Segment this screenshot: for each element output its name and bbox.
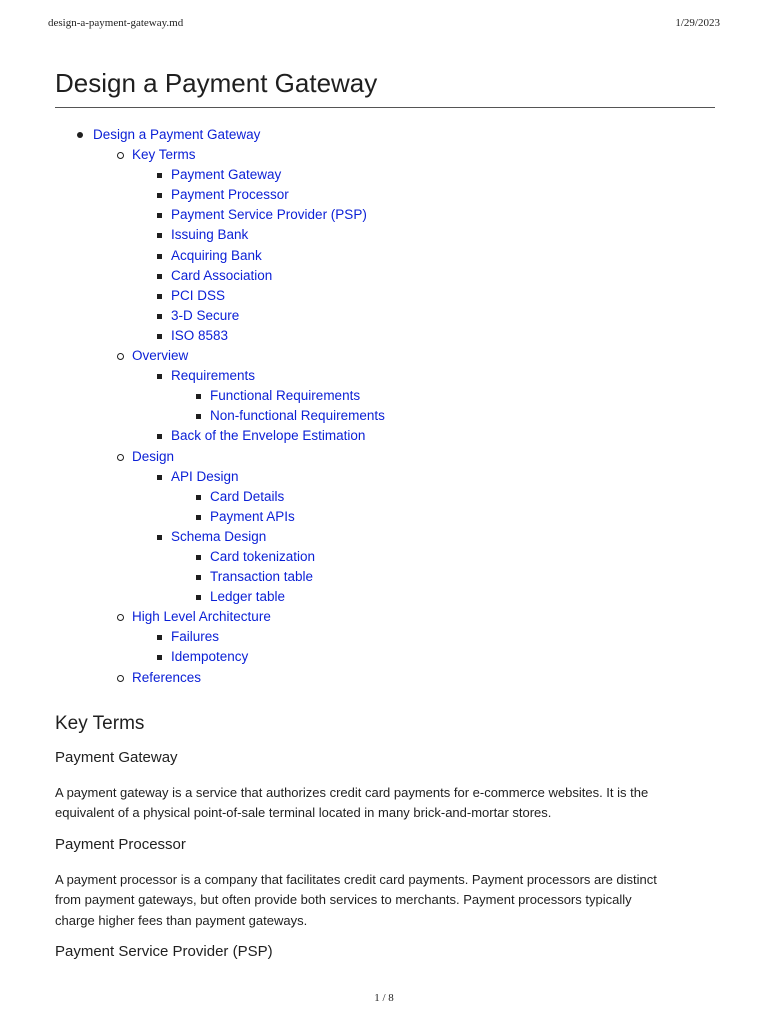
file-name: design-a-payment-gateway.md	[48, 17, 184, 29]
print-header	[48, 17, 720, 29]
toc-link[interactable]: Payment Service Provider (PSP)	[171, 207, 367, 223]
toc-link[interactable]: References	[132, 669, 202, 685]
toc-link[interactable]: ISO 8583	[171, 327, 229, 343]
toc-item	[55, 668, 715, 688]
toc-item	[55, 406, 715, 426]
toc-link[interactable]: Card Details	[210, 488, 285, 504]
toc-item	[55, 527, 715, 547]
toc-link[interactable]: Design	[132, 448, 175, 464]
toc-item	[55, 507, 715, 527]
toc-link[interactable]: Overview	[132, 348, 189, 364]
toc-item	[55, 125, 715, 145]
toc-link[interactable]: Transaction table	[210, 569, 314, 585]
toc-link[interactable]: Non-functional Requirements	[210, 408, 385, 424]
toc-link[interactable]: Requirements	[171, 368, 256, 384]
bullet-icon	[117, 454, 124, 461]
toc-link[interactable]: Idempotency	[171, 649, 249, 665]
bullet-icon	[196, 575, 201, 580]
toc-item	[55, 487, 715, 507]
bullet-icon	[196, 495, 201, 500]
toc-item	[55, 366, 715, 386]
bullet-icon	[196, 414, 201, 419]
toc-item	[55, 306, 715, 326]
bullet-icon	[196, 515, 201, 520]
toc-link[interactable]: Design a Payment Gateway	[93, 127, 261, 142]
toc-item	[55, 286, 715, 306]
toc-item	[55, 647, 715, 667]
toc-item	[55, 467, 715, 487]
bullet-icon	[77, 132, 83, 138]
paragraph-line: from payment gateways, but often provide both services to merchants. Payment processors typically	[55, 892, 632, 908]
document-content	[55, 66, 715, 963]
toc-link[interactable]: Acquiring Bank	[171, 247, 262, 263]
subsection-paragraph	[55, 783, 715, 824]
key-terms-section	[55, 711, 715, 964]
toc-item	[55, 627, 715, 647]
bullet-icon	[157, 535, 162, 540]
paragraph-line: charge higher fees than payment gateways.	[55, 912, 308, 928]
toc-item	[55, 165, 715, 185]
toc-link[interactable]: Card tokenization	[210, 548, 316, 564]
bullet-icon	[196, 555, 201, 560]
subsection-paragraph	[55, 870, 715, 932]
bullet-icon	[117, 614, 124, 621]
bullet-icon	[117, 353, 124, 360]
subsection-heading: Payment Gateway	[55, 748, 178, 766]
bullet-icon	[117, 675, 124, 682]
print-date: 1/29/2023	[675, 17, 720, 29]
subsection-heading: Payment Service Provider (PSP)	[55, 943, 273, 961]
toc-item	[55, 607, 715, 627]
bullet-icon	[157, 314, 162, 319]
toc-link[interactable]: Ledger table	[210, 589, 286, 605]
bullet-icon	[157, 334, 162, 339]
bullet-icon	[117, 152, 124, 159]
toc-item	[55, 547, 715, 567]
toc-item	[55, 386, 715, 406]
bullet-icon	[157, 213, 162, 218]
toc-link[interactable]: Payment Gateway	[171, 167, 282, 183]
toc-link[interactable]: API Design	[171, 468, 239, 484]
toc-list	[55, 125, 715, 688]
bullet-icon	[157, 374, 162, 379]
paragraph-line: equivalent of a physical point-of-sale terminal located in many brick-and-mortar stores.	[55, 805, 552, 821]
paragraph-line: A payment processor is a company that facilitates credit card payments. Payment processors are distinct	[55, 871, 657, 887]
bullet-icon	[157, 274, 162, 279]
toc-item	[55, 145, 715, 165]
toc-item	[55, 426, 715, 446]
toc-link[interactable]: Payment Processor	[171, 187, 289, 203]
toc-link[interactable]: Card Association	[171, 267, 273, 283]
toc-link[interactable]: Back of the Envelope Estimation	[171, 428, 366, 444]
toc-item	[55, 185, 715, 205]
toc-link[interactable]: Functional Requirements	[210, 388, 361, 404]
toc-link[interactable]: Schema Design	[171, 528, 267, 544]
toc-link[interactable]: Failures	[171, 629, 220, 645]
subsections	[55, 747, 715, 964]
toc-item	[55, 447, 715, 467]
toc-item	[55, 246, 715, 266]
bullet-icon	[157, 233, 162, 238]
toc-link[interactable]: PCI DSS	[171, 287, 226, 303]
paragraph-line: A payment gateway is a service that authorizes credit card payments for e-commerce websites. It is the	[55, 784, 649, 800]
toc-item	[55, 205, 715, 225]
toc-link[interactable]: Issuing Bank	[171, 227, 249, 243]
toc-link[interactable]: Payment APIs	[210, 508, 295, 524]
bullet-icon	[157, 635, 162, 640]
toc-item	[55, 567, 715, 587]
toc-item	[55, 587, 715, 607]
table-of-contents	[55, 125, 715, 688]
bullet-icon	[157, 434, 162, 439]
toc-item	[55, 326, 715, 346]
subsection-heading: Payment Processor	[55, 835, 186, 853]
bullet-icon	[157, 193, 162, 198]
page-number: 1 / 8	[374, 992, 394, 1004]
toc-link[interactable]: Key Terms	[132, 147, 196, 163]
toc-link[interactable]: High Level Architecture	[132, 609, 271, 625]
toc-link[interactable]: 3-D Secure	[171, 307, 240, 323]
bullet-icon	[157, 294, 162, 299]
page-title: Design a Payment Gateway	[55, 66, 715, 108]
toc-item	[55, 346, 715, 366]
toc-item	[55, 225, 715, 245]
bullet-icon	[196, 595, 201, 600]
bullet-icon	[157, 173, 162, 178]
bullet-icon	[157, 655, 162, 660]
section-heading: Key Terms	[55, 712, 145, 734]
bullet-icon	[157, 254, 162, 259]
bullet-icon	[157, 475, 162, 480]
bullet-icon	[196, 394, 201, 399]
toc-item	[55, 266, 715, 286]
